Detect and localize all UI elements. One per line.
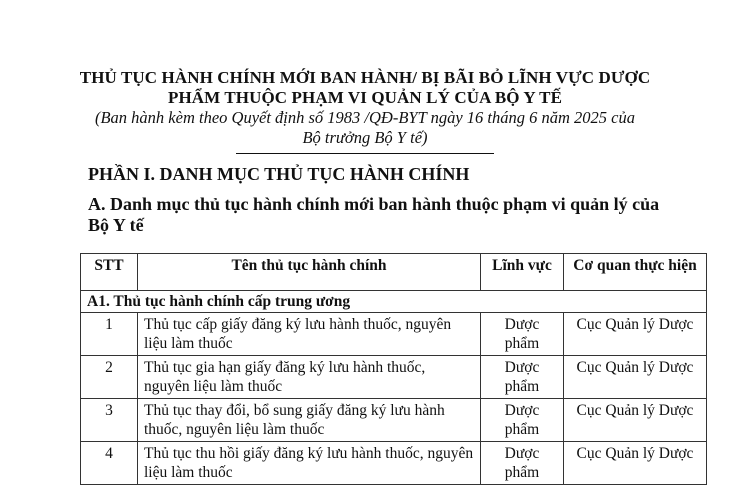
table-row: [81, 442, 707, 485]
table-row: [81, 356, 707, 399]
cell-name: Thủ tục gia hạn giấy đăng ký lưu hành thuốc, nguyên liệu làm thuốc: [138, 356, 481, 399]
cell-agency: Cục Quản lý Dược: [564, 356, 707, 399]
column-header-agency: Cơ quan thực hiện: [564, 254, 707, 291]
cell-name: Thủ tục thay đổi, bổ sung giấy đăng ký lưu hành thuốc, nguyên liệu làm thuốc: [138, 399, 481, 442]
procedures-table: [80, 253, 707, 485]
table-row: [81, 399, 707, 442]
document-subtitle-line-2: Bộ trưởng Bộ Y tế): [302, 128, 428, 147]
column-header-name: Tên thủ tục hành chính: [138, 254, 481, 291]
cell-stt: 1: [81, 313, 138, 356]
document-title-line-1: THỦ TỤC HÀNH CHÍNH MỚI BAN HÀNH/ BỊ BÃI BỎ LĨNH VỰC DƯỢC: [79, 68, 651, 87]
subsection-title: A. Danh mục thủ tục hành chính mới ban hành thuộc phạm vi quản lý của Bộ Y tế: [88, 194, 660, 235]
cell-field: Dược phẩm: [481, 356, 564, 399]
cell-field: Dược phẩm: [481, 399, 564, 442]
table-row: [81, 313, 707, 356]
table-header-row: [81, 254, 707, 291]
column-header-field: Lĩnh vực: [481, 254, 564, 291]
cell-stt: 3: [81, 399, 138, 442]
section-title: PHẦN I. DANH MỤC THỦ TỤC HÀNH CHÍNH: [88, 164, 470, 184]
cell-name: Thủ tục cấp giấy đăng ký lưu hành thuốc, nguyên liệu làm thuốc: [138, 313, 481, 356]
cell-stt: 2: [81, 356, 138, 399]
document-subtitle-line-1: (Ban hành kèm theo Quyết định số 1983 /QĐ-BYT ngày 16 tháng 6 năm 2025 của: [94, 108, 635, 127]
column-header-stt: STT: [81, 254, 138, 291]
document-title-line-2: PHẨM THUỘC PHẠM VI QUẢN LÝ CỦA BỘ Y TẾ: [167, 88, 563, 107]
cell-agency: Cục Quản lý Dược: [564, 313, 707, 356]
table-group-row: [81, 291, 707, 313]
cell-field: Dược phẩm: [481, 442, 564, 485]
cell-agency: Cục Quản lý Dược: [564, 442, 707, 485]
cell-agency: Cục Quản lý Dược: [564, 399, 707, 442]
group-label: A1. Thủ tục hành chính cấp trung ương: [81, 291, 707, 313]
cell-name: Thủ tục thu hồi giấy đăng ký lưu hành thuốc, nguyên liệu làm thuốc: [138, 442, 481, 485]
cell-stt: 4: [81, 442, 138, 485]
cell-field: Dược phẩm: [481, 313, 564, 356]
title-divider: [236, 153, 494, 154]
